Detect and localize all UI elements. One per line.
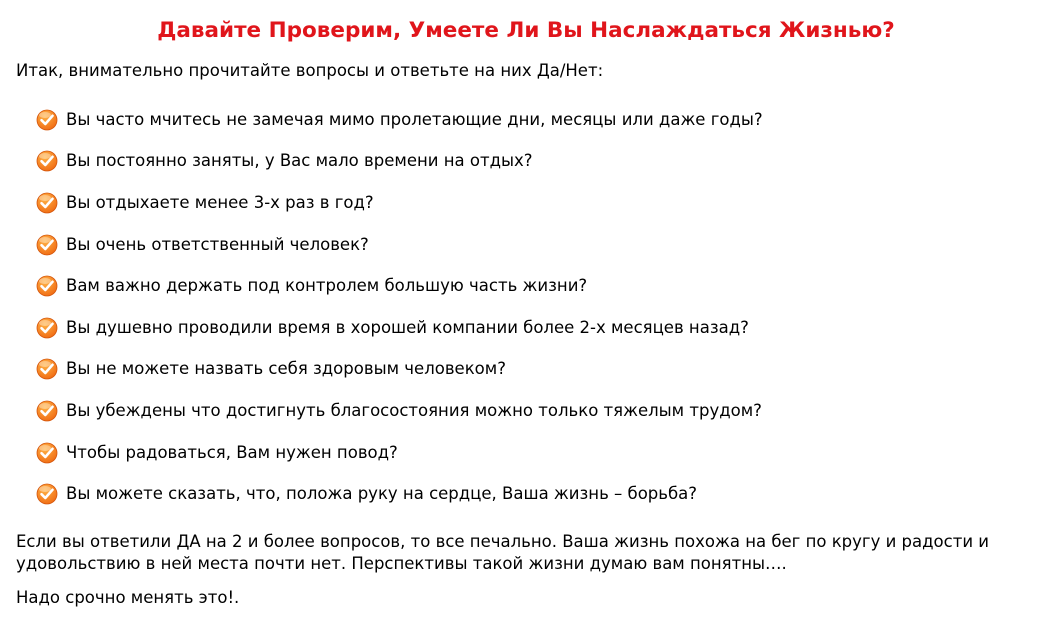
orange-checkmark-icon xyxy=(36,109,58,131)
list-item xyxy=(16,224,1036,266)
question-text: Вы можете сказать, что, положа руку на сердце, Ваша жизнь – борьба? xyxy=(66,484,698,504)
orange-checkmark-icon xyxy=(36,442,58,464)
question-text: Вам важно держать под контролем большую часть жизни? xyxy=(66,276,588,296)
list-item xyxy=(16,99,1036,141)
orange-checkmark-icon xyxy=(36,275,58,297)
orange-checkmark-icon xyxy=(36,192,58,214)
orange-checkmark-icon xyxy=(36,150,58,172)
orange-checkmark-icon xyxy=(36,317,58,339)
question-text: Вы очень ответственный человек? xyxy=(66,234,369,254)
orange-checkmark-icon xyxy=(36,400,58,422)
closing-text: Надо срочно менять это!. xyxy=(16,587,240,607)
list-item xyxy=(16,182,1036,224)
result-text: Если вы ответили ДА на 2 и более вопросов, то все печально. Ваша жизнь похожа на бег по кругу и радости и удовольствию в ней места почти нет. Перспективы такой жизни думаю вам понятны…. xyxy=(16,531,990,573)
orange-checkmark-icon xyxy=(36,358,58,380)
question-text: Вы постоянно заняты, у Вас мало времени на отдых? xyxy=(66,151,533,171)
list-item xyxy=(16,141,1036,183)
question-text: Вы отдыхаете менее 3-х раз в год? xyxy=(66,192,374,212)
question-text: Чтобы радоваться, Вам нужен повод? xyxy=(66,442,398,462)
question-text: Вы убеждены что достигнуть благосостояния можно только тяжелым трудом? xyxy=(66,400,762,420)
page-title: Давайте Проверим, Умеете Ли Вы Наслаждаться Жизнью? xyxy=(157,18,895,43)
list-item xyxy=(16,473,1036,515)
list-item xyxy=(16,349,1036,391)
list-item xyxy=(16,390,1036,432)
orange-checkmark-icon xyxy=(36,483,58,505)
questions-list xyxy=(16,99,1036,515)
question-text: Вы не можете назвать себя здоровым человеком? xyxy=(66,359,506,379)
list-item xyxy=(16,265,1036,307)
orange-checkmark-icon xyxy=(36,234,58,256)
question-text: Вы душевно проводили время в хорошей компании более 2-х месяцев назад? xyxy=(66,317,749,337)
question-text: Вы часто мчитесь не замечая мимо пролетающие дни, месяцы или даже годы? xyxy=(66,109,763,129)
list-item xyxy=(16,432,1036,474)
list-item xyxy=(16,307,1036,349)
intro-text: Итак, внимательно прочитайте вопросы и ответьте на них Да/Нет: xyxy=(16,61,604,80)
